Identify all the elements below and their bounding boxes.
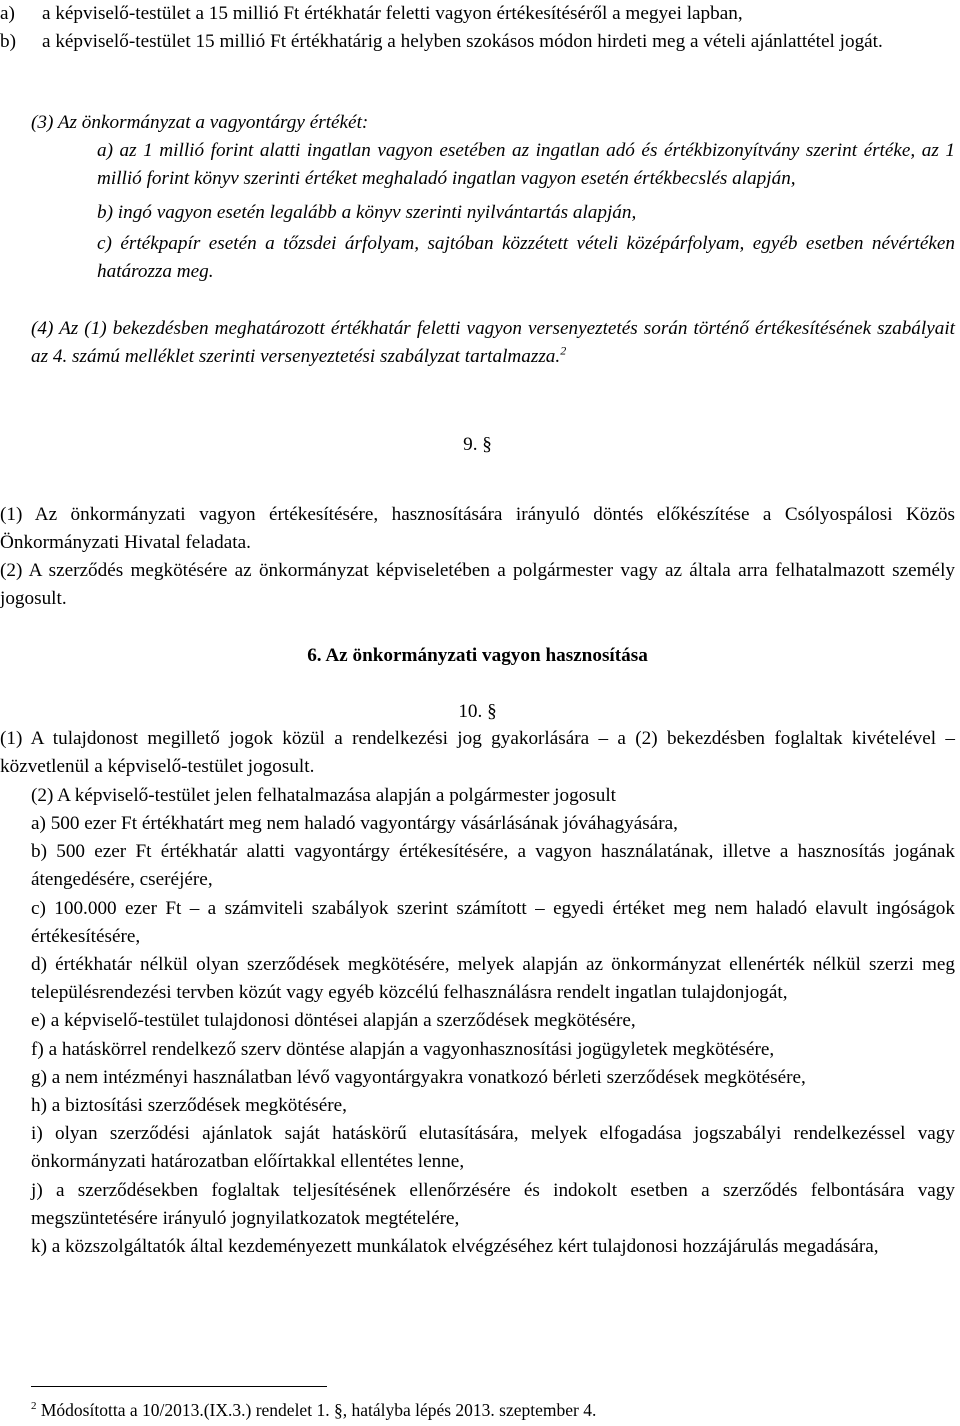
section-10-p1: (1) A tulajdonost megillető jogok közül a rendelkezési jog gyakorlására – a (2) bekezdésben foglaltak kivételével – közvetlenül a képviselő-testület jogosult. <box>0 728 955 778</box>
list-continuation <box>0 0 955 56</box>
section-10-items <box>0 810 955 1261</box>
section-9-p2: (2) A szerződés megkötésére az önkormányzat képviseletében a polgármester vagy az általa arra felhatalmazott személy jogosult. <box>0 560 955 610</box>
footnote-ref: 2 <box>560 343 567 358</box>
paragraph-3-heading: (3) Az önkormányzat a vagyontárgy értékét: <box>31 112 369 133</box>
chapter-title: 6. Az önkormányzati vagyon hasznosítása <box>307 645 648 666</box>
paragraph-4-text: (4) Az (1) bekezdésben meghatározott értékhatár feletti vagyon versenyeztetés során történő értékesítésének szabályait az 4. számú melléklet szerinti versenyeztetési szabályzat tartalmazza. <box>31 318 955 368</box>
list-item: a) 500 ezer Ft értékhatárt meg nem haladó vagyontárgy vásárlásának jóváhagyására, <box>31 813 678 834</box>
list-item: h) a biztosítási szerződések megkötésére, <box>31 1095 347 1117</box>
list-text: a képviselő-testület 15 millió Ft értékhatárig a helyben szokásos módon hirdeti meg a vételi ajánlattétel jogát. <box>42 31 883 53</box>
list-item: f) a hatáskörrel rendelkező szerv döntése alapján a vagyonhasznosítási jogügyletek megkötésére, <box>31 1038 775 1060</box>
list-item: b) 500 ezer Ft értékhatár alatti vagyontárgy értékesítésére, a vagyon használatának, illetve a hasznosítás jogának átengedésére, cseréjére, <box>31 841 955 891</box>
paragraph-3 <box>0 109 955 286</box>
section-10-p2: (2) A képviselő-testület jelen felhatalmazása alapján a polgármester jogosult <box>31 785 617 806</box>
paragraph-3-item-a: a) az 1 millió forint alatti ingatlan vagyon esetében az ingatlan adó és értékbizonyítvány szerint értéke, az 1 millió forint könyv szerinti értéket meghaladó ingatlan vagyon esetén értékbecslés alapján, <box>97 140 955 190</box>
paragraph-3-item-c: c) értékpapír esetén a tőzsdei árfolyam, sajtóban közzétett vételi középárfolyam, egyéb esetben névértéken határozza meg. <box>97 232 955 283</box>
list-item: e) a képviselő-testület tulajdonosi döntései alapján a szerződések megkötésére, <box>31 1010 636 1032</box>
paragraph-3-item-b: b) ingó vagyon esetén legalább a könyv szerinti nyilvántartás alapján, <box>97 201 637 223</box>
list-item-a <box>0 0 955 28</box>
list-item: j) a szerződésekben foglaltak teljesítésének ellenőrzésére és indokolt esetben a szerződés felbontására vagy megszüntetésére irányuló jognyilatkozatok megtételére, <box>31 1179 955 1229</box>
section-9-heading: 9. § <box>463 434 492 455</box>
section-10-heading: 10. § <box>458 701 497 722</box>
list-text: a képviselő-testület a 15 millió Ft értékhatár feletti vagyon értékesítéséről a megyei lapban, <box>42 3 743 24</box>
footnote-number: 2 <box>31 1400 37 1413</box>
footnote <box>31 1399 596 1421</box>
list-item: c) 100.000 ezer Ft – a számviteli szabályok szerint számított – egyedi értéket meg nem haladó elavult ingóságok értékesítésére, <box>31 897 955 947</box>
list-item-b <box>0 28 955 56</box>
footnote-divider <box>31 1386 327 1387</box>
list-item: i) olyan szerződési ajánlatok saját hatáskörű elutasítására, melyek elfogadása jogszabályi rendelkezéssel vagy önkormányzati határozatban előírtakkal ellentétes lenne, <box>31 1123 955 1173</box>
footnote-text: Módosította a 10/2013.(IX.3.) rendelet 1. §, hatályba lépés 2013. szeptember 4. <box>40 1400 597 1420</box>
list-item: d) értékhatár nélkül olyan szerződések megkötésére, melyek alapján az önkormányzat ellenérték nélkül szerzi meg településrendezési tervben közút vagy egyéb közcélú felhasználásra rendelt ingatlan tulajdonjogát, <box>31 954 955 1004</box>
list-item: k) a közszolgáltatók által kezdeményezett munkálatok elvégzéséhez kért tulajdonosi hozzájárulás megadására, <box>31 1236 879 1258</box>
list-item: g) a nem intézményi használatban lévő vagyontárgyakra vonatkozó bérleti szerződések megkötésére, <box>31 1066 806 1088</box>
list-label: a) <box>0 3 15 24</box>
list-label: b) <box>0 31 16 53</box>
paragraph-4 <box>0 315 955 371</box>
section-9-p1: (1) Az önkormányzati vagyon értékesítésére, hasznosítására irányuló döntés előkészítése a Csólyospálosi Közös Önkormányzati Hivatal feladata. <box>0 504 955 554</box>
